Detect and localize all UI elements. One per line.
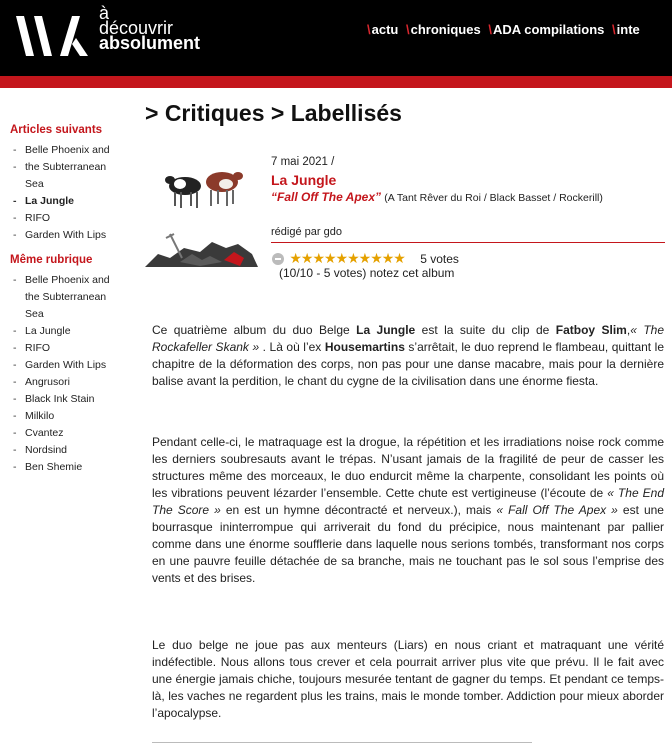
review-date: 7 mai 2021 /	[271, 156, 335, 168]
list-item[interactable]: - Garden With Lips	[0, 227, 125, 244]
bold-text: Housemartins	[324, 340, 405, 354]
top-nav: \actu \chroniques \ADA compilations \inte	[367, 22, 640, 37]
nav-item-ada-compilations[interactable]: ADA compilations	[492, 22, 605, 37]
list-item[interactable]: - Black Ink Stain	[0, 391, 125, 408]
star-rating[interactable]: ★★★★★★★★★★	[289, 250, 405, 266]
article-paragraph-3	[152, 637, 664, 722]
bold-text: Fatboy Slim	[555, 323, 627, 337]
italic-text: « The Rockafeller Skank »	[152, 323, 664, 354]
list-item[interactable]: - Ben Shemie	[0, 459, 125, 476]
site-logo-icon[interactable]	[14, 12, 90, 58]
list-item[interactable]: - Nordsind	[0, 442, 125, 459]
nav-item-actu[interactable]: actu	[371, 22, 399, 37]
list-item[interactable]: - La Jungle	[0, 323, 125, 340]
list-item[interactable]: - RIFO	[0, 210, 125, 227]
sidebar-heading-next: Articles suivants	[10, 124, 103, 136]
site-logo-text[interactable]	[99, 3, 201, 53]
text-run: ,	[626, 323, 631, 337]
next-articles-list	[0, 142, 125, 244]
list-item[interactable]: - Belle Phoenix and	[0, 272, 125, 289]
rating-summary: (10/10 - 5 votes) notez cet album	[279, 266, 455, 280]
remove-rating-icon[interactable]	[272, 253, 284, 265]
list-item[interactable]: - La Jungle	[0, 193, 125, 210]
article-paragraph-2	[152, 434, 664, 587]
list-item[interactable]: the Subterranean	[25, 291, 107, 303]
record-labels: (A Tant Rêver du Roi / Black Basset / Rockerill)	[384, 192, 603, 204]
logo-line3: absolument	[99, 33, 201, 53]
sidebar-heading-same-section: Même rubrique	[10, 254, 93, 266]
page-title: > Critiques > Labellisés	[145, 100, 402, 126]
italic-text: « The End The Score »	[152, 486, 664, 517]
text-run: est une bourrasque ininterrompue qui arriverait du fond du précipice, nous maintenant par pallier comme dans une énorme soufflerie dans laquelle nous serions tombés, transformant nos corps en une pauvre feuille détachée de sa branche, mais ne touchant pas le sol sous l’emprise des vents et des brises.	[152, 503, 664, 585]
text-run: Le duo belge ne joue pas aux menteurs (Liars) en nous criant et matraquant une vérité indéfectible. Nous allons tous crever et cela pourrait arriver plus vite que prévu. Il le fait avec une énergie jamais chiche, toujours mesurée tentant de gagner du temps. Et pendant ce temps-là, les vaches ne regardent plus les trains, mais le monde tomber. Addiction pour mieux aborder l’apocalypse.	[152, 638, 664, 720]
text-run: s’arrêtait, le duo reprend le flambeau, quittant le chapitre de la déformation des corps, non pas pour une danse macabre, mais pour la dernière balise avant la perdition, le chant du cygne de la civilisation dans une énorme fiesta.	[152, 340, 664, 388]
header-accent-bar	[0, 76, 672, 88]
sidebar	[0, 124, 125, 486]
review-author: rédigé par gdo	[271, 226, 342, 238]
vote-count: 5 votes	[420, 251, 459, 266]
same-section-list	[0, 272, 125, 476]
text-run: Ce quatrième album du duo Belge	[152, 323, 357, 337]
list-item[interactable]: - the Subterranean	[0, 159, 125, 176]
list-item[interactable]: Sea	[25, 308, 44, 320]
list-item[interactable]: - RIFO	[0, 340, 125, 357]
italic-text: « Fall Off The Apex »	[496, 503, 618, 517]
text-run: . Là où l’ex	[259, 340, 325, 354]
artist-name[interactable]: La Jungle	[271, 172, 337, 188]
album-cover-image	[140, 162, 260, 277]
divider	[152, 742, 532, 743]
text-run: en est un hymne décontracté et nerveux.), mais	[220, 503, 497, 517]
text-run: est la suite du clip de	[415, 323, 556, 337]
article-paragraph-1	[152, 322, 664, 390]
album-line	[271, 190, 603, 204]
rating-widget	[272, 250, 459, 267]
site-header	[0, 0, 672, 76]
list-item[interactable]: - Milkilo	[0, 408, 125, 425]
logo-line1: à	[99, 3, 110, 23]
text-run: Pendant celle-ci, le matraquage est la drogue, la répétition et les irradiations noise rock comme les derniers soubresauts avant le trépas. N’usant jamais de la fragilité de peur de casser les structures même des morceaux, le duo endurcit même la charpente, consolidant les points où les vibrations peuvent lézarder l’ensemble. Cette chute est vertigineuse (l’écoute de	[152, 435, 664, 500]
list-item[interactable]: Sea	[25, 178, 44, 190]
logo-line2: découvrir	[99, 18, 174, 38]
list-item[interactable]: - Garden With Lips	[0, 357, 125, 374]
divider	[271, 242, 665, 243]
list-item[interactable]: - Angrusori	[0, 374, 125, 391]
list-item[interactable]: - Cvantez	[0, 425, 125, 442]
bold-text: La Jungle	[356, 323, 416, 337]
album-title: “Fall Off The Apex”	[271, 190, 382, 204]
nav-item-inte[interactable]: inte	[616, 22, 640, 37]
list-item[interactable]: - Belle Phoenix and	[0, 142, 125, 159]
nav-item-chroniques[interactable]: chroniques	[410, 22, 481, 37]
